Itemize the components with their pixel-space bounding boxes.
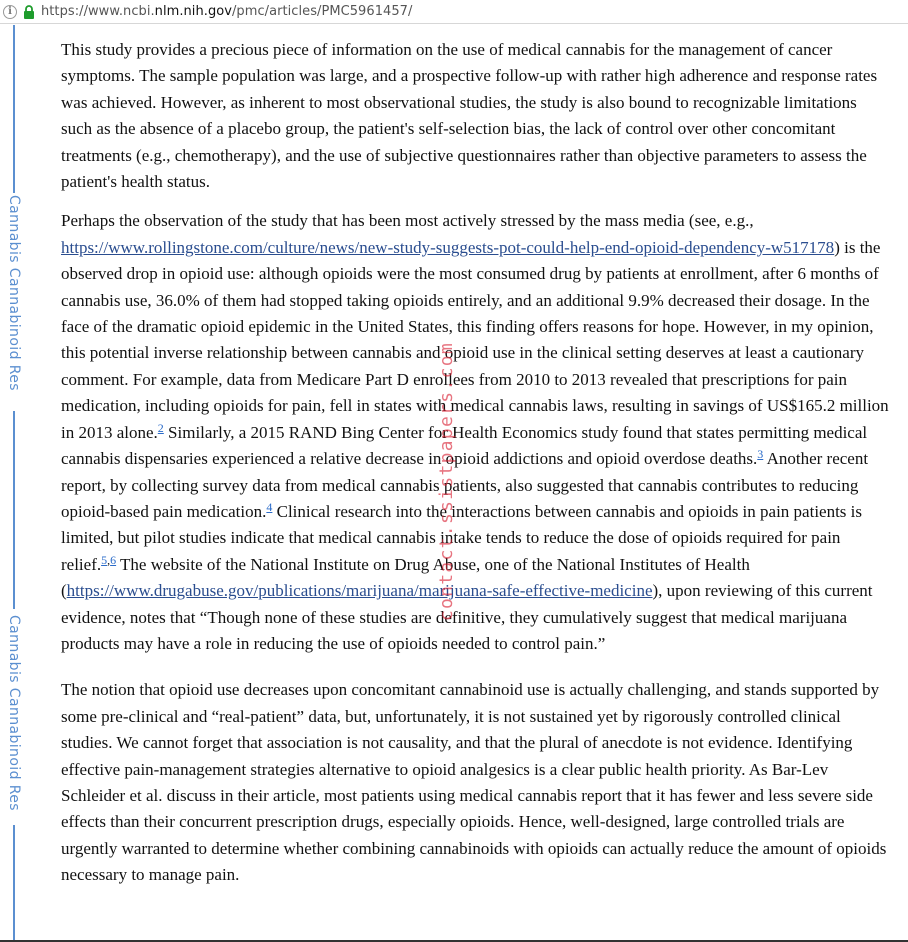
citation-link-2[interactable]: 2: [157, 420, 164, 435]
rail-line-middle: [13, 411, 15, 609]
rollingstone-link[interactable]: https://www.rollingstone.com/culture/news/new-study-suggests-pot-could-help-end-opioid-dependency-w517178: [61, 237, 835, 257]
drugabuse-link[interactable]: https://www.drugabuse.gov/publications/marijuana/marijuana-safe-effective-medicine: [66, 581, 653, 601]
paragraph-3: The notion that opioid use decreases upon concomitant cannabinoid use is actually challenging, and stands supported by some pre-clinical and “real-patient” data, but, unfortunately, it is not sustained yet by rigorously controlled clinical studies. We cannot forget that association is not causality, and that the plural of anecdote is not evidence. Identifying effective pain-management strategies alternative to opioid analgesics is a clear public health priority. As Bar-Lev Schleider et al. discuss in their article, most patients using medical cannabis report that it has fewer and less severe side effects than their concurrent prescription drugs, especially opioids. Hence, well-designed, large controlled trials are urgently warranted to determine whether combining cannabinoids with opioids can actually reduce the amount of opioids necessary to manage pain.: [61, 680, 887, 885]
url-host: nlm.nih.gov: [154, 4, 232, 19]
journal-label-top: Cannabis Cannabinoid Res: [6, 195, 22, 391]
info-icon[interactable]: i: [3, 5, 17, 19]
p2-text-f: The website of the National Institute on Drug Abuse, one of the National Institutes of Health (: [61, 554, 750, 601]
p2-text-d: Another recent report, by collecting survey data from medical cannabis patients, also suggested that cannabis contributes to reducing opioid-based pain medication.: [61, 449, 869, 521]
url-prefix: https://www.ncbi.: [41, 4, 155, 19]
rail-line-bottom: [13, 825, 15, 942]
citation-separator: ,: [107, 552, 111, 567]
p2-text-g: ), upon reviewing of this current evidence, notes that “Though none of these studies are definitive, they cumulatively suggest that medical marijuana products may have a role in reducing the use of opioids needed to control pain.”: [61, 581, 873, 653]
address-bar[interactable]: [0, 0, 908, 24]
citation-link-4[interactable]: 4: [266, 499, 273, 514]
p2-text-b: ) is the observed drop in opioid use: although opioids were the most consumed drug by patients at enrollment, after 6 months of cannabis use, 36.0% of them had stopped taking opioids entirely, and an additional 9.9% decreased their dosage. In the face of the dramatic opioid epidemic in the United States, this finding offers reasons for hope. However, in my opinion, this potential inverse relationship between cannabis and opioid use in the clinical setting deserves at least a cautionary comment. For example, data from Medicare Part D enrollees from 2010 to 2013 revealed that prescriptions for pain medication, including opioids for pain, fell in states with medical cannabis laws, resulting in savings of US$165.2 million in 2013 alone.: [61, 237, 889, 442]
journal-side-rail: [0, 25, 28, 942]
paragraph-1: This study provides a precious piece of information on the use of medical cannabis for the management of cancer symptoms. The sample population was large, and a prospective follow-up with rather high adherence and response rates was achieved. However, as inherent to most observational studies, the study is also bound to recognizable limitations such as the absence of a placebo group, the patient's self-selection bias, the lack of control over other concomitant treatments (e.g., chemotherapy), and the use of subjective questionnaires rather than objective parameters to assess the patient's health status.: [61, 40, 878, 192]
citation-link-5[interactable]: 5: [101, 552, 108, 567]
p2-text-e: Clinical research into the interactions between cannabis and opioids in pain patients is limited, but pilot studies indicate that medical cannabis intake tends to reduce the dose of opioids required for pain relief.: [61, 501, 863, 574]
p2-text-c: Similarly, a 2015 RAND Bing Center for Health Economics study found that states permitting medical cannabis dispensaries experienced a relative decrease in opioid addictions and opioid overdose deaths.: [61, 422, 868, 469]
watermark: contact.ssistpapers.com: [436, 342, 457, 622]
lock-icon[interactable]: [23, 5, 35, 19]
citation-5-6: [101, 553, 116, 567]
url-text[interactable]: [41, 4, 412, 19]
article-body: [61, 37, 891, 902]
url-path: /pmc/articles/PMC5961457/: [232, 4, 413, 19]
journal-label-bottom: Cannabis Cannabinoid Res: [6, 615, 22, 811]
citation-link-6[interactable]: 6: [110, 552, 117, 567]
citation-link-3[interactable]: 3: [757, 447, 764, 462]
paragraph-2: [61, 208, 891, 657]
p2-text-a: Perhaps the observation of the study that has been most actively stressed by the mass media (see, e.g.,: [61, 211, 754, 231]
rail-line-top: [13, 25, 15, 193]
